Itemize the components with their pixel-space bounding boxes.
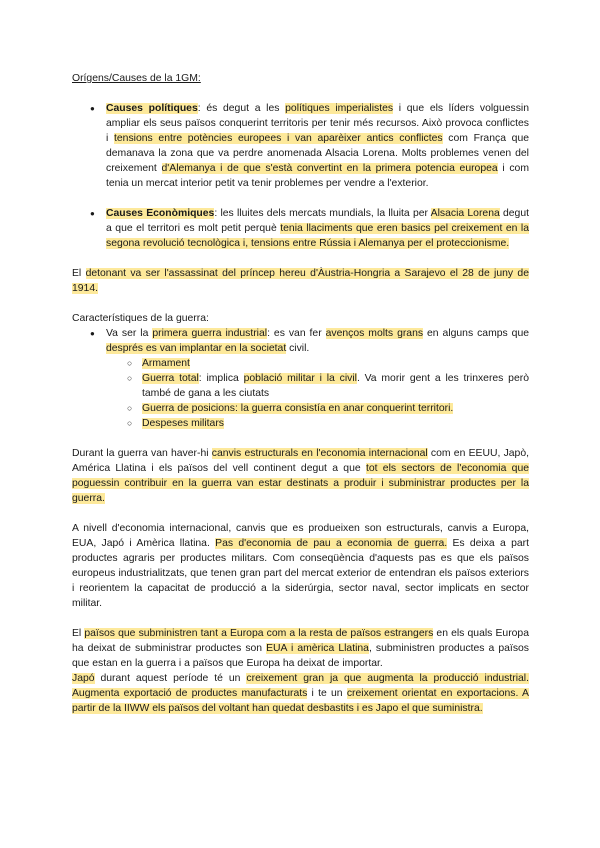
text-run: i te un xyxy=(307,688,347,699)
text-run: en alguns camps que xyxy=(423,328,530,339)
document-page xyxy=(72,71,529,716)
paragraph-japo xyxy=(72,671,529,716)
highlighted-text: d'Alemanya i de que s'està convertint en la primera potencia europea xyxy=(161,163,498,174)
causes-list-2 xyxy=(72,206,529,251)
text-run: Va ser la xyxy=(106,328,153,339)
text-run: , subministren productes a països que estan en la guerra i a països que Europa ha deixat de importar. xyxy=(72,643,529,669)
sublist-item xyxy=(106,416,529,431)
sublist-item xyxy=(106,371,529,401)
highlighted-text: població militar i la civil xyxy=(243,373,357,384)
highlighted-text: tenia llaciments que eren basics pel creixement en la segona revolució tecnològica i, tensions entre Rússia i Alemanya per el proteccionisme. xyxy=(106,223,529,249)
text-run: . Va morir gent a les trinxeres però també de gana a les ciutats xyxy=(142,373,529,399)
highlighted-text: creixement gran ja que augmenta la producció industrial. Augmenta exportació de productes manufacturats xyxy=(72,673,529,699)
highlighted-text: detonant va ser l'assassinat del príncep hereu d'Àustria-Hongria a Sarajevo el 28 de juny de 1914. xyxy=(72,268,529,294)
text-run: com en EEUU, Japò, América Llatina i els països del vell continent degut a que xyxy=(72,448,529,474)
text-run: civil. xyxy=(286,343,310,354)
highlighted-text: Despeses militars xyxy=(142,418,224,429)
text-run: : es van fer xyxy=(267,328,326,339)
highlighted-text: Armament xyxy=(142,358,190,369)
highlighted-text: tensions entre potències europees i van aparèixer antics conflictes xyxy=(114,133,443,144)
highlighted-text: Alsacia Lorena xyxy=(430,208,500,219)
text-run: A nivell d'economia internacional, canvis que es produeixen son estructurals, canvis a Europa, EUA, Japó i Amèrica llatina. xyxy=(72,523,529,549)
highlighted-text: Pas d'economia de pau a economia de guerra. xyxy=(215,538,448,549)
highlighted-text: primera guerra industrial xyxy=(152,328,268,339)
text-run: : les lluites dels mercats mundials, la lluita per xyxy=(214,208,431,219)
cause-label: Causes polítiques xyxy=(106,103,198,114)
characteristics-sublist xyxy=(106,356,529,431)
characteristics-text xyxy=(106,328,529,354)
paragraph-detonant xyxy=(72,266,529,296)
highlighted-text: canvis estructurals en l'economia internacional xyxy=(211,448,428,459)
text-run: i que els líders volguessin ampliar els seus països conquerint territoris per tenir més recursos. Això provoca conflictes i xyxy=(106,103,530,144)
text-run: El xyxy=(72,628,85,639)
text-run: i com tenia un mercat interior petit va tenir problemes per vendre a l'exterior. xyxy=(106,163,529,189)
cause-label: Causes Econòmiques xyxy=(106,208,215,219)
text-run: degut a que el territori es molt petit perquè xyxy=(106,208,529,234)
text-run: El xyxy=(72,268,86,279)
text-run: : és degut a les xyxy=(197,103,286,114)
paragraph-nivell xyxy=(72,521,529,611)
list-item xyxy=(72,101,529,191)
highlighted-text: Japó xyxy=(72,673,95,684)
highlighted-text: tot els sectors de l'economia que poguessin contribuir en la guerra van estar destinats a produir i subministrar productes per la guerra. xyxy=(72,463,530,504)
highlighted-text: polítiques imperialistes xyxy=(285,103,394,114)
highlighted-text: després es van implantar en la societat xyxy=(106,343,287,354)
highlighted-text: EUA i amèrica Llatina xyxy=(266,643,369,654)
characteristics-list xyxy=(72,326,529,431)
list-item xyxy=(72,206,529,251)
causes-list xyxy=(72,101,529,191)
highlighted-text: avenços molts grans xyxy=(325,328,424,339)
paragraph-paisos xyxy=(72,626,529,671)
sublist-item xyxy=(106,401,529,416)
text-run: Durant la guerra van haver-hi xyxy=(72,448,212,459)
text-run: Es deixa a part productes agraris per productes militars. Com conseqüència d'aquests pas es que els països europeus industrialitzats, que tenen gran part del mercat exterior de entendran els països exteriors i reorientem la capacitat de producció a la siderúrgia, sector naval, sector implicats en sector militar. xyxy=(72,538,529,609)
text-run: durant aquest període té un xyxy=(94,673,247,684)
highlighted-text: creixement orientat en exportacions. A partir de la IIWW els països del voltant han quedat desbastits i es Japo el que suministra. xyxy=(72,688,529,714)
list-item xyxy=(72,326,529,431)
highlighted-text: països que subministren tant a Europa com a la resta de països estrangers xyxy=(84,628,434,639)
highlighted-text: Guerra de posicions: la guerra consistía en anar conquerint territori. xyxy=(142,403,454,414)
text-run: en els quals Europa ha deixat de subministrar productes son xyxy=(72,628,529,654)
paragraph-durant xyxy=(72,446,529,506)
highlighted-text: Guerra total xyxy=(142,373,199,384)
text-run: com França que demanava la zona que va perdre anomenada Alsacia Lorena. Molts problemes venen del creixement xyxy=(106,133,530,174)
characteristics-heading: Característiques de la guerra: xyxy=(72,313,209,324)
sublist-item xyxy=(106,356,529,371)
section-title: Orígens/Causes de la 1GM: xyxy=(72,73,201,84)
text-run: : implica xyxy=(198,373,244,384)
